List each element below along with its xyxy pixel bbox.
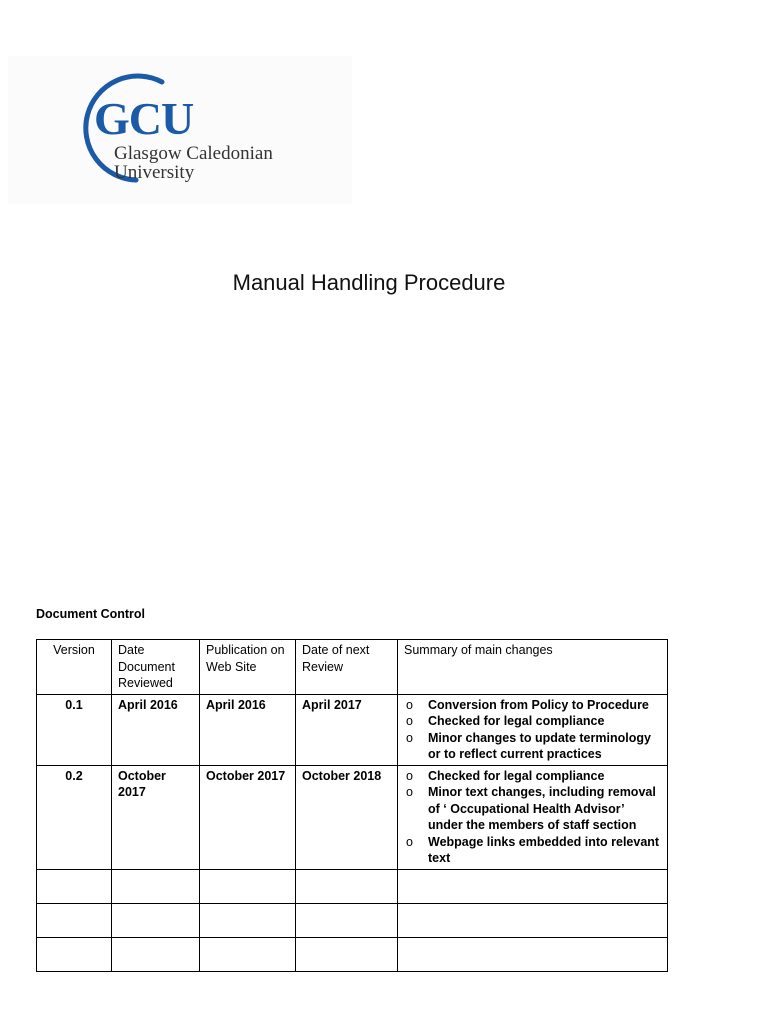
empty-cell [296,869,398,903]
table-row [37,765,668,869]
header-next-review: Date of next Review [296,640,398,695]
empty-cell [37,937,112,971]
header-version: Version [37,640,112,695]
cell-summary [398,694,668,765]
changes-list [404,768,661,867]
change-item: o Minor changes to update terminology or to reflect current practices [404,730,661,763]
empty-cell [112,937,200,971]
cell-next-review: October 2018 [296,765,398,869]
empty-cell [200,869,296,903]
change-item: o Minor text changes, including removal of ‘ Occupational Health Advisor’ under the members of staff section [404,784,661,834]
document-control-table [36,639,668,972]
change-item: o Checked for legal compliance [404,713,661,730]
cell-summary [398,765,668,869]
header-summary: Summary of main changes [398,640,668,695]
empty-cell [37,869,112,903]
empty-cell [296,903,398,937]
changes-list [404,697,661,763]
empty-table-row [37,869,668,903]
change-item: o Webpage links embedded into relevant text [404,834,661,867]
change-item: o Checked for legal compliance [404,768,661,785]
table-header-row [37,640,668,695]
logo-abbreviation: GCU [94,93,194,144]
logo-name-line1: Glasgow Caledonian [114,143,273,164]
empty-table-row [37,937,668,971]
empty-cell [37,903,112,937]
cell-publication: April 2016 [200,694,296,765]
cell-version: 0.1 [37,694,112,765]
cell-version: 0.2 [37,765,112,869]
logo-name-line2: University [114,162,195,183]
header-publication: Publication on Web Site [200,640,296,695]
cell-date-reviewed: October 2017 [112,765,200,869]
cell-next-review: April 2017 [296,694,398,765]
empty-cell [398,869,668,903]
cell-publication: October 2017 [200,765,296,869]
header-date-reviewed: Date Document Reviewed [112,640,200,695]
empty-cell [112,869,200,903]
document-title: Manual Handling Procedure [232,270,506,295]
cell-date-reviewed: April 2016 [112,694,200,765]
document-control-heading: Document Control [36,607,146,621]
empty-cell [112,903,200,937]
empty-cell [200,903,296,937]
empty-cell [398,937,668,971]
table-row [37,694,668,765]
empty-table-row [37,903,668,937]
empty-cell [200,937,296,971]
empty-cell [296,937,398,971]
change-item: o Conversion from Policy to Procedure [404,697,661,714]
university-logo [8,56,352,204]
empty-cell [398,903,668,937]
